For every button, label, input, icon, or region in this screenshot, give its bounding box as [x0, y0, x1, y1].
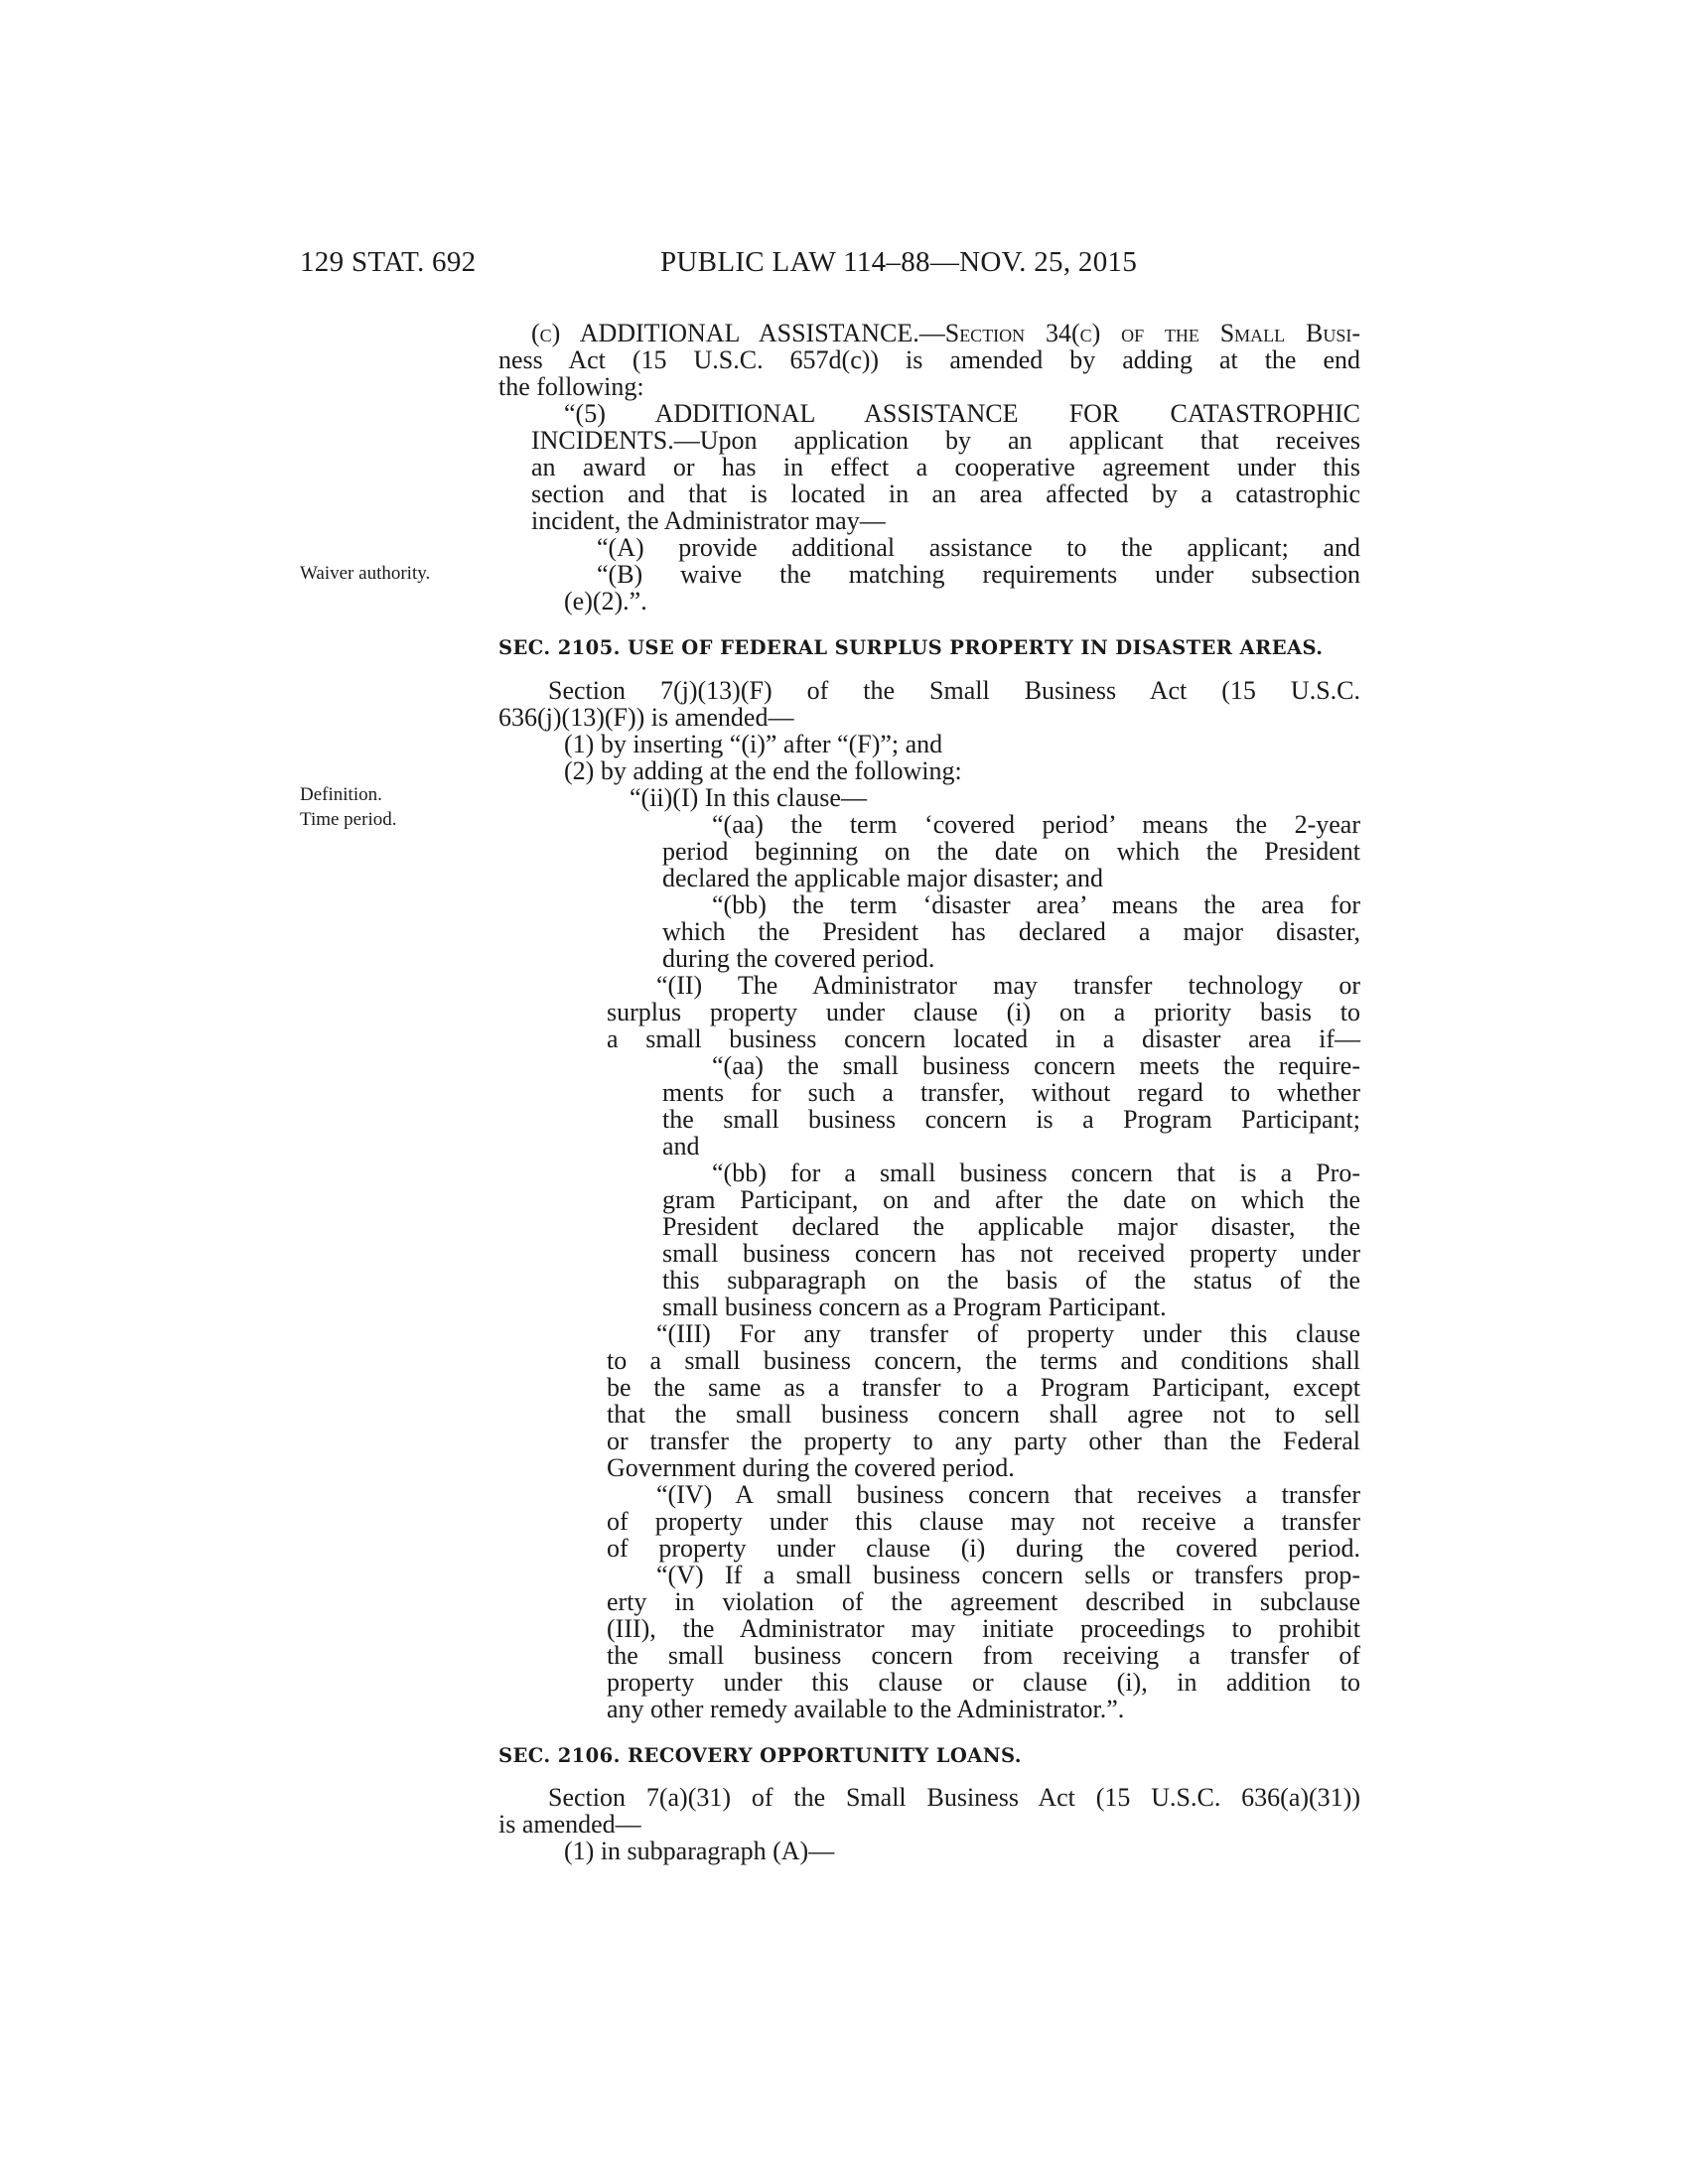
- text-line: surplus property under clause (i) on a priority basis to: [607, 998, 1360, 1026]
- text-line: “(III) For any transfer of property under this clause: [656, 1319, 1360, 1348]
- text-line: property under this clause or clause (i), in addition to: [607, 1668, 1360, 1697]
- text-line: period beginning on the date on which the President: [662, 837, 1360, 866]
- text-line: the small business concern is a Program Participant;: [662, 1105, 1360, 1134]
- text-line: (c) ADDITIONAL ASSISTANCE.—Section 34(c) of the Small Busi-: [531, 319, 1360, 347]
- text-line: “(V) If a small business concern sells or transfers prop-: [656, 1561, 1360, 1589]
- margin-note-waiver-authority: Waiver authority.: [300, 563, 431, 584]
- text-line: to a small business concern, the terms and conditions shall: [607, 1346, 1360, 1375]
- text-line: this subparagraph on the basis of the status of the: [662, 1266, 1360, 1295]
- text-line: 636(j)(13)(F)) is amended—: [498, 703, 794, 732]
- text-line: incident, the Administrator may—: [531, 506, 886, 535]
- text-line: Section 7(a)(31) of the Small Business Act (15 U.S.C. 636(a)(31)): [548, 1783, 1360, 1812]
- text-line: which the President has declared a major disaster,: [662, 917, 1360, 946]
- text-line: “(II) The Administrator may transfer technology or: [656, 971, 1360, 1000]
- text-line: “(B) waive the matching requirements under subsection: [597, 560, 1360, 589]
- page-reference: 129 STAT. 692: [300, 246, 477, 278]
- text-line: section and that is located in an area affected by a catastrophic: [531, 479, 1360, 508]
- text-line: (1) by inserting “(i)” after “(F)”; and: [564, 730, 943, 758]
- margin-note-definition: Definition.: [300, 784, 382, 805]
- text-line: (1) in subparagraph (A)—: [564, 1837, 835, 1865]
- text-line: of property under clause (i) during the covered period.: [607, 1534, 1360, 1563]
- text-line: of property under this clause may not receive a transfer: [607, 1507, 1360, 1536]
- text-line: “(aa) the small business concern meets the require-: [712, 1051, 1360, 1080]
- text-line: INCIDENTS.—Upon application by an applicant that receives: [531, 426, 1360, 455]
- text-line: any other remedy available to the Administrator.”.: [607, 1695, 1125, 1723]
- text-line: “(5) ADDITIONAL ASSISTANCE FOR CATASTROPHIC: [564, 399, 1360, 428]
- text-line: during the covered period.: [662, 944, 935, 973]
- text-line: erty in violation of the agreement described in subclause: [607, 1587, 1360, 1616]
- text-line: or transfer the property to any party other than the Federal: [607, 1427, 1360, 1455]
- text-line: “(bb) for a small business concern that is a Pro-: [712, 1159, 1360, 1187]
- text-line: that the small business concern shall agree not to sell: [607, 1400, 1360, 1429]
- text-line: gram Participant, on and after the date on which the: [662, 1185, 1360, 1214]
- text-line: “(ii)(I) In this clause—: [630, 783, 867, 812]
- text-line: (III), the Administrator may initiate proceedings to prohibit: [607, 1614, 1360, 1643]
- text-line: the following:: [498, 372, 644, 401]
- text-line: Section 7(j)(13)(F) of the Small Business Act (15 U.S.C.: [548, 676, 1360, 705]
- text-line: small business concern has not received property under: [662, 1239, 1360, 1268]
- text-line: Government during the covered period.: [607, 1453, 1015, 1482]
- text-line: an award or has in effect a cooperative agreement under this: [531, 453, 1360, 481]
- text-line: “(IV) A small business concern that receives a transfer: [656, 1480, 1360, 1509]
- text-line: and: [662, 1132, 700, 1160]
- text-line: “(A) provide additional assistance to the applicant; and: [597, 533, 1360, 562]
- text-line: “(aa) the term ‘covered period’ means the 2-year: [712, 810, 1360, 839]
- text-line: the small business concern from receiving a transfer of: [607, 1641, 1360, 1670]
- text-line: is amended—: [498, 1810, 641, 1839]
- margin-note-time-period: Time period.: [300, 809, 397, 830]
- text-line: ments for such a transfer, without regard to whether: [662, 1078, 1360, 1107]
- law-title-header: PUBLIC LAW 114–88—NOV. 25, 2015: [660, 246, 1138, 278]
- text-line: small business concern as a Program Participant.: [662, 1293, 1167, 1321]
- text-line: ness Act (15 U.S.C. 657d(c)) is amended by adding at the end: [498, 345, 1360, 374]
- text-line: (2) by adding at the end the following:: [564, 756, 962, 785]
- text-line: declared the applicable major disaster; and: [662, 864, 1103, 892]
- text-line: President declared the applicable major disaster, the: [662, 1212, 1360, 1241]
- text-line: (e)(2).”.: [564, 587, 647, 615]
- text-line: a small business concern located in a disaster area if—: [607, 1024, 1360, 1053]
- section-heading-2105: SEC. 2105. USE OF FEDERAL SURPLUS PROPERTY IN DISASTER AREAS.: [498, 636, 1324, 659]
- section-heading-2106: SEC. 2106. RECOVERY OPPORTUNITY LOANS.: [498, 1744, 1022, 1767]
- text-line: be the same as a transfer to a Program Participant, except: [607, 1373, 1360, 1402]
- text-line: “(bb) the term ‘disaster area’ means the area for: [712, 890, 1360, 919]
